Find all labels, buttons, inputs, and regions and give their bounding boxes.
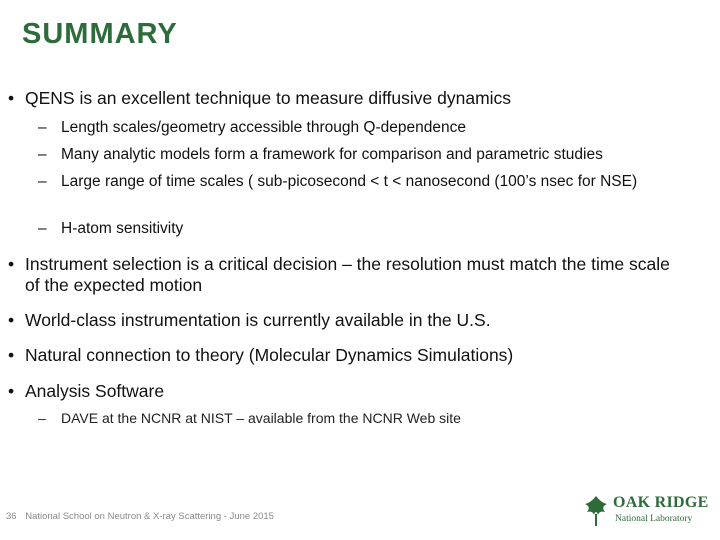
sub-bullet-text: H-atom sensitivity xyxy=(61,220,184,237)
bullet-dot-icon: • xyxy=(8,88,15,108)
bullet-item xyxy=(8,254,678,296)
bullet-dot-icon: • xyxy=(8,310,15,330)
bullet-dot-icon: • xyxy=(8,381,15,401)
logo-subtitle: National Laboratory xyxy=(615,514,693,524)
leaf-icon xyxy=(583,495,609,527)
dash-icon: – xyxy=(38,410,46,426)
page-number: 36 xyxy=(6,511,17,522)
sub-bullet-text: Length scales/geometry accessible through Q-dependence xyxy=(61,119,466,136)
footer-text: National School on Neutron & X-ray Scattering - June 2015 xyxy=(25,511,274,522)
bullet-item xyxy=(8,381,688,402)
sub-bullet-item xyxy=(38,409,698,427)
bullet-item xyxy=(8,88,688,109)
bullet-item xyxy=(8,310,688,331)
dash-icon: – xyxy=(38,146,47,163)
dash-icon: – xyxy=(38,173,47,190)
sub-bullet-text: Many analytic models form a framework for comparison and parametric studies xyxy=(61,146,603,163)
bullet-text: Analysis Software xyxy=(25,381,165,401)
sub-bullet-item xyxy=(38,119,698,137)
bullet-dot-icon: • xyxy=(8,254,15,274)
bullet-text: World-class instrumentation is currently available in the U.S. xyxy=(25,310,491,330)
bullet-text: QENS is an excellent technique to measure diffusive dynamics xyxy=(25,88,512,108)
bullet-text: Instrument selection is a critical decision – the resolution must match the time scale of the expected motion xyxy=(25,254,670,295)
oak-ridge-logo xyxy=(583,493,709,529)
logo-name: OAK RIDGE xyxy=(613,494,709,511)
sub-bullet-text: DAVE at the NCNR at NIST – available from the NCNR Web site xyxy=(61,410,461,426)
sub-bullet-item xyxy=(38,146,698,164)
bullet-text: Natural connection to theory (Molecular Dynamics Simulations) xyxy=(25,345,514,365)
slide-title: SUMMARY xyxy=(22,18,178,50)
sub-bullet-text: Large range of time scales ( sub-picosecond < t < nanosecond (100’s nsec for NSE) xyxy=(61,173,638,190)
footer xyxy=(6,511,274,522)
sub-bullet-item xyxy=(38,173,688,191)
bullet-dot-icon: • xyxy=(8,345,15,365)
dash-icon: – xyxy=(38,220,47,237)
bullet-item xyxy=(8,345,698,366)
sub-bullet-item xyxy=(38,220,698,238)
dash-icon: – xyxy=(38,119,47,136)
